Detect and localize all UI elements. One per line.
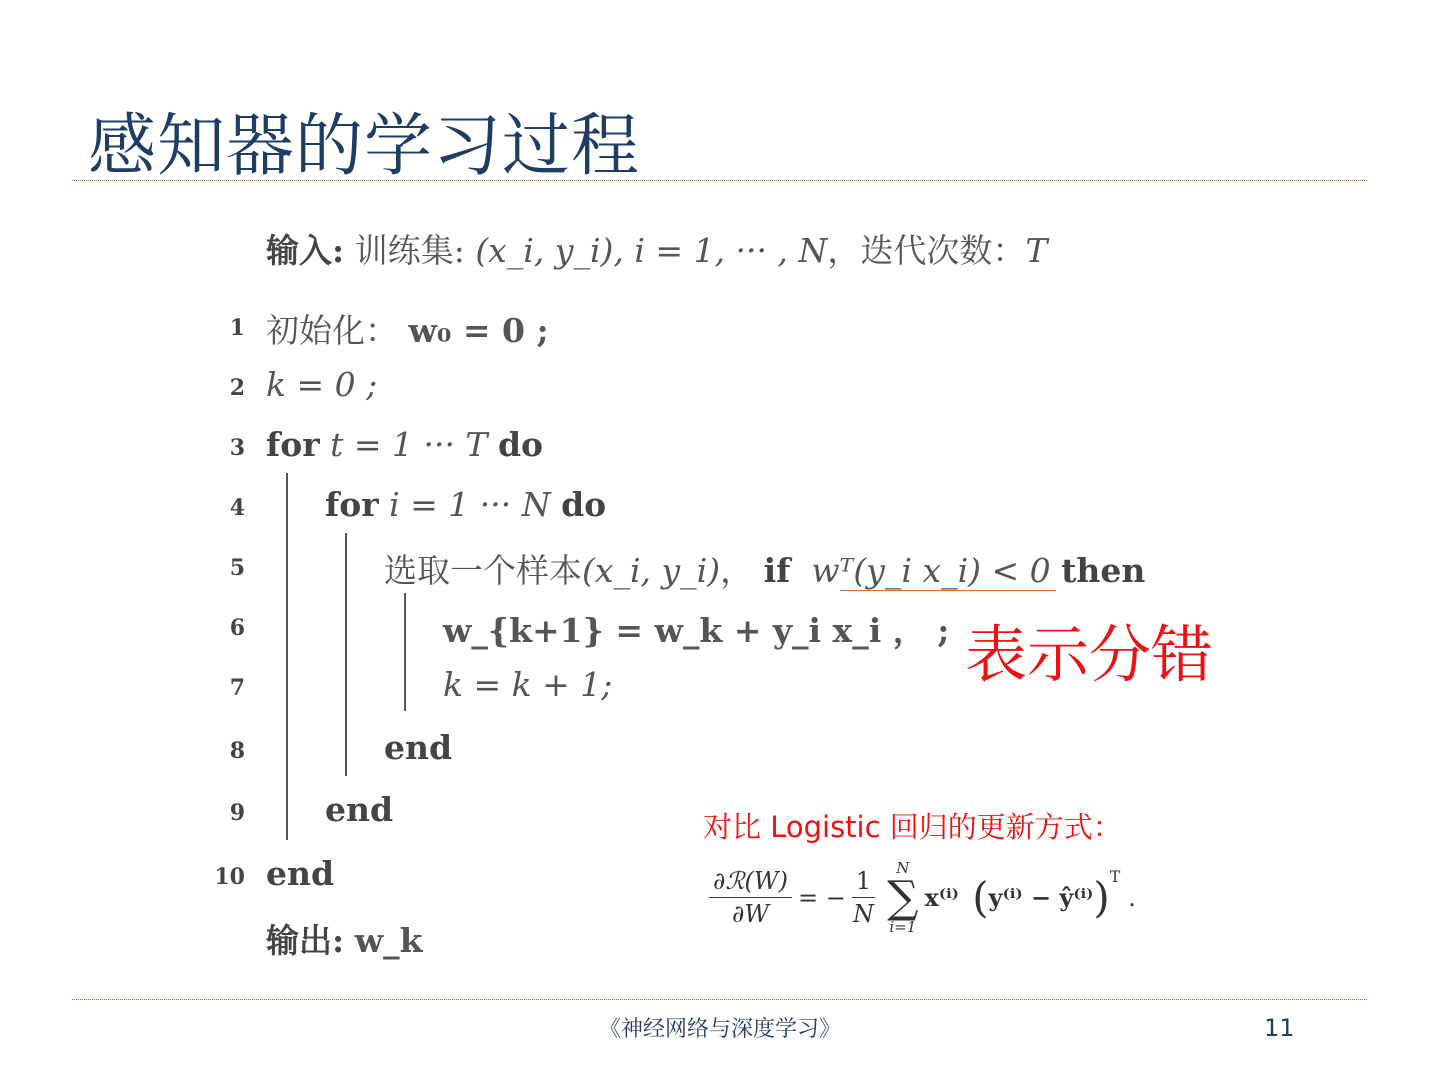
line-5-text: 选取一个样本 bbox=[384, 551, 582, 590]
kw-for: for bbox=[325, 485, 379, 524]
input-math: (x_i, y_i), i = 1, ··· , N bbox=[475, 231, 828, 270]
algo-line-6: w_{k+1} = w_k + y_i x_i ， ; bbox=[443, 611, 950, 650]
output-math: w_k bbox=[354, 921, 423, 960]
formula-period: . bbox=[1128, 883, 1136, 912]
algo-line-2: k = 0 ; bbox=[266, 365, 378, 404]
output-label: 输出: bbox=[266, 921, 345, 960]
lhs-numerator: ∂ℛ(W) bbox=[709, 867, 792, 898]
line-number: 8 bbox=[229, 738, 245, 764]
slide-title: 感知器的学习过程 bbox=[88, 107, 641, 186]
line-number: 2 bbox=[229, 375, 245, 401]
coef-fraction bbox=[852, 867, 875, 928]
input-label: 输入: bbox=[266, 231, 345, 270]
footer-book-title: 《神经网络与深度学习》 bbox=[598, 1017, 841, 1042]
sum-body: x⁽ⁱ⁾ bbox=[924, 883, 959, 912]
summation bbox=[887, 858, 919, 936]
kw-then: then bbox=[1061, 551, 1146, 590]
input-text: 训练集: bbox=[354, 231, 465, 270]
algo-line-3 bbox=[266, 425, 543, 464]
coef-denominator: N bbox=[852, 900, 874, 928]
line-number: 7 bbox=[229, 675, 245, 701]
line-3-math: t = 1 ··· T bbox=[330, 425, 488, 464]
algo-line-5 bbox=[384, 545, 1145, 592]
misclassify-condition: wᵀ(y_i x_i) < 0 bbox=[811, 551, 1051, 590]
logistic-comparison-note: 对比 Logistic 回归的更新方式： bbox=[703, 810, 1122, 844]
algo-line-9: end bbox=[325, 790, 394, 829]
logistic-gradient-formula bbox=[703, 850, 1136, 945]
right-paren: ) bbox=[1093, 873, 1110, 922]
kw-do: do bbox=[561, 485, 607, 524]
algo-input-line bbox=[266, 225, 1047, 272]
line-number: 1 bbox=[229, 315, 245, 341]
line-5-math: (x_i, y_i) bbox=[582, 551, 721, 590]
lhs-fraction bbox=[709, 867, 792, 928]
sum-upper: N bbox=[896, 858, 910, 877]
algo-line-10: end bbox=[266, 854, 335, 893]
if-block-bar bbox=[404, 593, 406, 711]
sigma-symbol: ∑ bbox=[887, 871, 919, 923]
line-number: 3 bbox=[229, 435, 245, 461]
outer-loop-bar bbox=[286, 473, 288, 840]
algo-line-1 bbox=[266, 305, 549, 352]
input-iter-text: ，迭代次数： bbox=[827, 231, 1026, 270]
condition-underline bbox=[840, 590, 1056, 591]
misclassified-annotation: 表示分错 bbox=[965, 618, 1214, 691]
page-number: 11 bbox=[1264, 1014, 1295, 1042]
line-number: 9 bbox=[229, 800, 245, 826]
sum-lower: i=1 bbox=[889, 917, 917, 936]
input-iter-math: T bbox=[1025, 231, 1048, 270]
kw-for: for bbox=[266, 425, 320, 464]
inner-term: y⁽ⁱ⁾ − ŷ⁽ⁱ⁾ bbox=[988, 883, 1094, 912]
equals-minus: = − bbox=[797, 883, 846, 912]
transpose-mark: T bbox=[1109, 868, 1121, 886]
coef-numerator: 1 bbox=[852, 867, 875, 898]
line-number: 10 bbox=[214, 864, 245, 890]
kw-do: do bbox=[497, 425, 544, 464]
line-number: 4 bbox=[229, 495, 245, 521]
line-number: 6 bbox=[229, 615, 245, 641]
line-1-math: w₀ = 0 ; bbox=[408, 311, 549, 350]
footer-divider bbox=[72, 999, 1367, 1000]
line-number: 5 bbox=[229, 555, 245, 581]
algo-output-line bbox=[266, 915, 422, 962]
line-5-sep: ， bbox=[720, 551, 754, 590]
algo-line-7: k = k + 1; bbox=[443, 665, 613, 704]
lhs-denominator: ∂W bbox=[731, 900, 770, 928]
kw-if: if bbox=[763, 551, 791, 590]
algo-line-8: end bbox=[384, 728, 453, 767]
line-4-math: i = 1 ··· N bbox=[389, 485, 551, 524]
inner-loop-bar bbox=[345, 533, 347, 776]
line-1-text: 初始化： bbox=[266, 311, 398, 350]
algo-line-4 bbox=[325, 485, 606, 524]
left-paren: ( bbox=[958, 873, 989, 922]
